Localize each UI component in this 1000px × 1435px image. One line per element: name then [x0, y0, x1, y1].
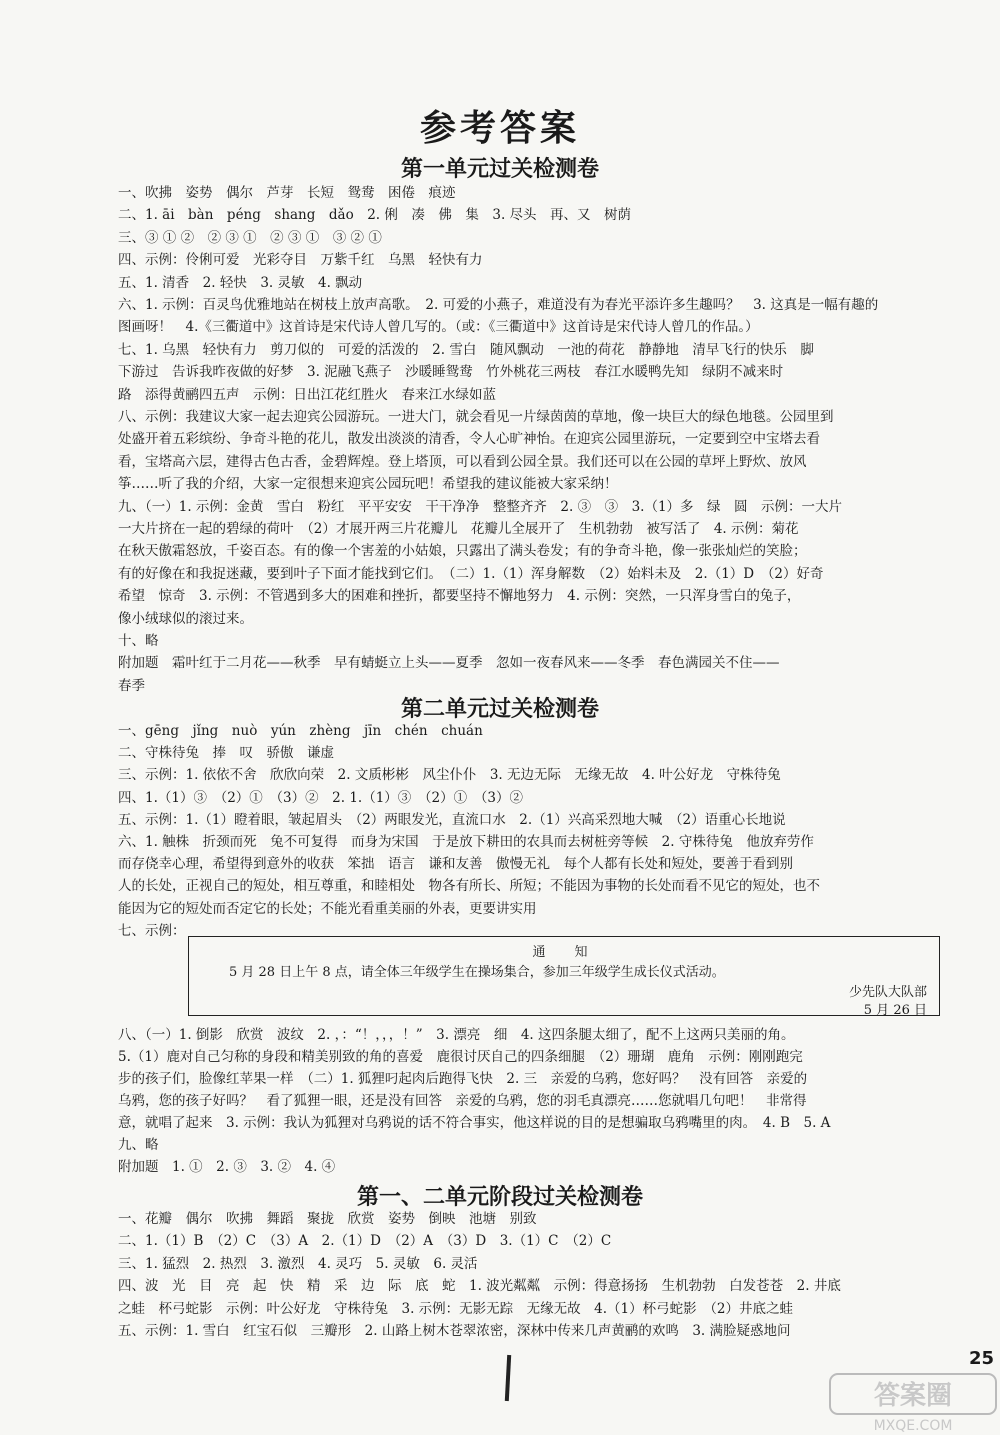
pen-mark [505, 1355, 511, 1401]
answer-line: 一、吹拂 姿势 偶尔 芦芽 长短 鸳鸯 困倦 痕迹 [118, 185, 456, 201]
answer-line: 意，就唱了起来 3. 示例：我认为狐狸对乌鸦说的话不符合事实，他这样说的目的是想骗取乌鸦嘴里的肉。 4. B 5. A [118, 1115, 831, 1131]
notice-title: 通 知 [532, 945, 596, 960]
answer-line: 春季 [118, 677, 145, 694]
answer-line: 图画呀！ 4.《三衢道中》这首诗是宋代诗人曾几写的。（或：《三衢道中》这首诗是宋代诗人曾几的作品。） [118, 319, 759, 336]
watermark-logo [826, 1370, 1000, 1435]
answer-line: 五、1. 清香 2. 轻快 3. 灵敏 4. 飘动 [118, 274, 363, 291]
answer-line: 九、略 [118, 1137, 159, 1153]
answer-line: 七、示例： [118, 922, 186, 939]
answer-line: 三、③ ① ② ② ③ ① ② ③ ① ③ ② ① [118, 229, 382, 246]
answer-line: 七、1. 乌黑 轻快有力 剪刀似的 可爱的活泼的 2. 雪白 随风飘动 一池的荷花 静静地 清早飞行的快乐 脚 [118, 341, 814, 358]
answer-line: 人的长处，正视自己的短处，相互尊重，和睦相处 物各有所长、所短；不能因为事物的长处而看不见它的短处，也不 [118, 878, 820, 895]
answer-line: 五、示例：1. 雪白 红宝石似 三瓣形 2. 山路上树木苍翠浓密，深林中传来几声黄鹂的欢鸣 3. 满脸疑惑地问 [118, 1323, 791, 1339]
watermark-url: MXQE.COM [873, 1418, 953, 1434]
answer-line: 附加题 1. ① 2. ③ 3. ② 4. ④ [118, 1159, 336, 1175]
answer-line: 而存侥幸心理，希望得到意外的收获 笨拙 语言 谦和友善 傲慢无礼 每个人都有长处和短处，要善于看到别 [118, 856, 793, 873]
answer-line: 有的好像在和我捉迷藏，要到叶子下面才能找到它们。 （二）1.（1）浑身解数 （2）始料未及 2.（1）D （2）好奇 [118, 565, 824, 582]
answer-line: 二、1. āi bàn péng shang dǎo 2. 俐 凑 佛 集 3. 尽头 再、又 树荫 [118, 207, 632, 224]
answer-line: 三、示例：1. 依依不舍 欣欣向荣 2. 文质彬彬 风尘仆仆 3. 无边无际 无缘无故 4. 叶公好龙 守株待兔 [118, 767, 781, 784]
page-number: 25 [968, 1348, 994, 1369]
unit-3-title: 第一、二单元阶段过关检测卷 [356, 1185, 643, 1210]
answer-line: 看，宝塔高六层，建得古色古香，金碧辉煌。登上塔顶，可以看到公园全景。我们还可以在公园的草坪上野炊、放风 [118, 453, 807, 470]
answer-line: 处盛开着五彩缤纷、争奇斗艳的花儿，散发出淡淡的清香，令人心旷神怡。在迎宾公园里游玩，一定要到空中宝塔去看 [118, 431, 820, 448]
watermark-text: 答案圈 [873, 1381, 953, 1411]
answer-line: 筝……听了我的介绍，大家一定很想来迎宾公园玩吧！希望我的建议能被大家采纳！ [118, 476, 618, 493]
answer-line: 九、（一）1. 示例：金黄 雪白 粉红 平平安安 干干净净 整整齐齐 2. ③ ③ 3.（1）多 绿 圆 示例：一大片 [118, 498, 843, 515]
notice-org: 少先队大队部 [848, 985, 927, 1000]
answer-line: 四、1.（1）③ （2）① （3）② 2. 1.（1）③ （2）① （3）② [118, 789, 523, 806]
notice-box [188, 936, 940, 1016]
answer-line: 二、1.（1）B （2）C （3）A 2.（1）D （2）A （3）D 3.（1）C （2）C [118, 1233, 612, 1250]
answer-line: 希望 惊奇 3. 示例：不管遇到多大的困难和挫折，都要坚持不懈地努力 4. 示例：突然，一只浑身雪白的兔子， [118, 588, 801, 605]
answer-line: 在秋天傲霜怒放，千姿百态。有的像一个害羞的小姑娘，只露出了满头卷发；有的争奇斗艳，像一张张灿烂的笑脸； [118, 543, 807, 560]
answer-line: 像小绒球似的滚过来。 [118, 610, 253, 627]
answer-line: 十、略 [118, 633, 159, 649]
answer-line: 乌鸦，您的孩子好吗？ 看了狐狸一眼，还是没有回答 亲爱的乌鸦，您的羽毛真漂亮……您就唱几句吧！ 非常得 [118, 1093, 807, 1109]
answer-line: 三、1. 猛烈 2. 热烈 3. 激烈 4. 灵巧 5. 灵敏 6. 灵活 [118, 1255, 478, 1272]
answer-line: 步的孩子们，脸像红苹果一样 （二）1. 狐狸叼起肉后跑得飞快 2. 三 亲爱的乌鸦，您好吗？ 没有回答 亲爱的 [118, 1071, 808, 1087]
answer-line: 四、波 光 目 亮 起 快 精 采 边 际 底 蛇 1. 波光粼粼 示例：得意扬扬 生机勃勃 白发苍苍 2. 井底 [118, 1278, 841, 1295]
answer-line: 一、gēng jǐng nuò yún zhèng jīn chén chuán [118, 723, 483, 739]
answer-line: 一、花瓣 偶尔 吹拂 舞蹈 聚拢 欣赏 姿势 倒映 池塘 别致 [118, 1211, 537, 1227]
answer-line: 一大片挤在一起的碧绿的荷叶 （2）才展开两三片花瓣儿 花瓣儿全展开了 生机勃勃 被写活了 4. 示例：菊花 [118, 521, 799, 537]
unit-1-title: 第一单元过关检测卷 [400, 157, 599, 182]
answer-line: 八、示例：我建议大家一起去迎宾公园游玩。一进大门，就会看见一片绿茵茵的草地，像一块巨大的绿色地毯。公园里到 [118, 409, 834, 425]
answer-line: 能因为它的短处而否定它的长处；不能光看重美丽的外表，更要讲实用 [118, 900, 537, 917]
answer-line: 五、示例：1.（1）瞪着眼，皱起眉头 （2）两眼发光，直流口水 2.（1）兴高采烈地大喊 （2）语重心长地说 [118, 811, 786, 828]
answer-line: 四、示例：伶俐可爱 光彩夺目 万紫千红 乌黑 轻快有力 [118, 252, 483, 269]
answer-line: 二、守株待兔 捧 叹 骄傲 谦虚 [118, 745, 334, 762]
answer-line: 5.（1）鹿对自己匀称的身段和精美别致的角的喜爱 鹿很讨厌自己的四条细腿 （2）珊瑚 鹿角 示例：刚刚跑完 [118, 1049, 803, 1065]
answer-line: 六、1. 示例：百灵鸟优雅地站在树枝上放声高歌。 2. 可爱的小燕子，难道没有为春光平添许多生趣吗？ 3. 这真是一幅有趣的 [118, 297, 879, 313]
answer-line: 下游过 告诉我昨夜做的好梦 3. 泥融飞燕子 沙暖睡鸳鸯 竹外桃花三两枝 春江水暖鸭先知 绿阴不减来时 [118, 364, 784, 381]
answer-line: 之蛙 杯弓蛇影 示例：叶公好龙 守株待兔 3. 示例：无影无踪 无缘无故 4.（1）杯弓蛇影 （2）井底之蛙 [118, 1300, 793, 1317]
answer-line: 六、1. 触株 折颈而死 兔不可复得 而身为宋国 于是放下耕田的农具而去树桩旁等候 2. 守株待兔 他放弃劳作 [118, 834, 814, 850]
answer-line: 路 添得黄鹂四五声 示例：日出江花红胜火 春来江水绿如蓝 [118, 386, 496, 403]
answer-line: 八、（一）1. 倒影 欣赏 波纹 2. ，：“！，，，！” 3. 漂亮 细 4. 这四条腿太细了，配不上这两只美丽的角。 [118, 1027, 795, 1043]
notice-date: 5 月 26 日 [863, 1003, 927, 1018]
answer-line: 附加题 霜叶红于二月花——秋季 早有蜻蜓立上头——夏季 忽如一夜春风来——冬季 春色满园关不住—— [118, 655, 780, 672]
page-title: 参考答案 [419, 108, 580, 149]
unit-2-title: 第二单元过关检测卷 [400, 697, 599, 722]
notice-body: 5 月 28 日上午 8 点，请全体三年级学生在操场集合，参加三年级学生成长仪式活动。 [229, 965, 725, 980]
